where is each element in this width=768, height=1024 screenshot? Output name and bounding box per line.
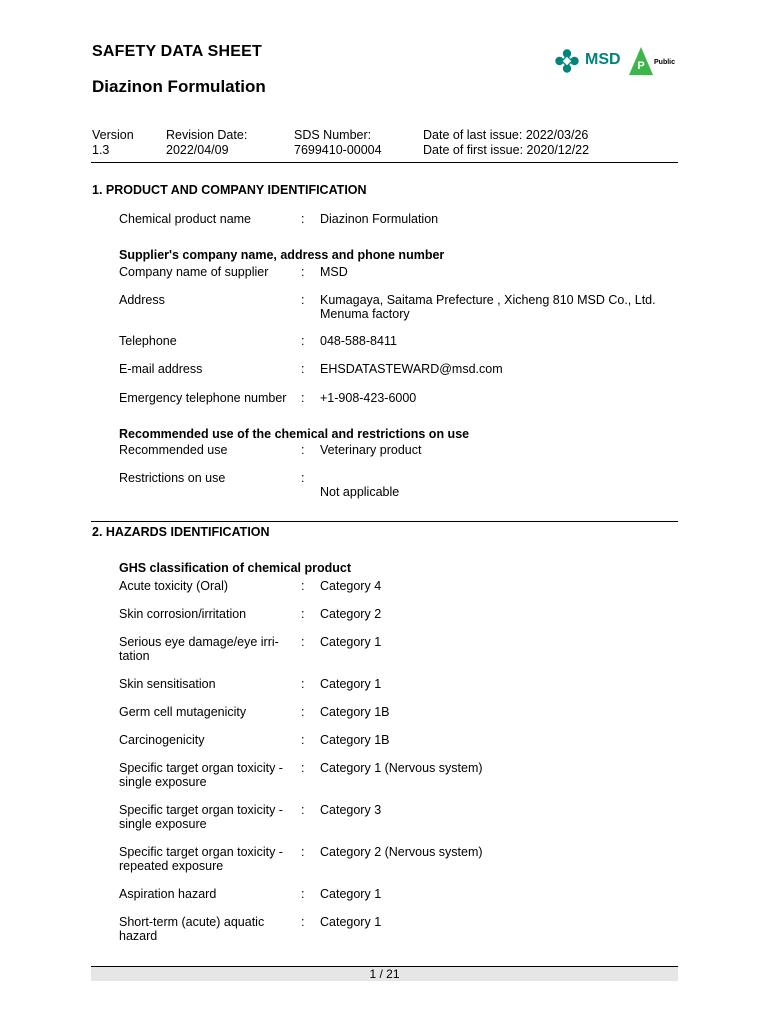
address-line-2: Menuma factory: [320, 307, 410, 321]
hazard-category: Category 2: [320, 607, 382, 621]
sds-value: 7699410-00004: [294, 143, 382, 157]
hazard-label-line-1: Short-term (acute) aquatic: [119, 915, 265, 929]
hazard-category: Category 4: [320, 579, 382, 593]
hazard-label: [119, 733, 294, 747]
field-value: Veterinary product: [320, 443, 422, 457]
field-value: 048-588-8411: [320, 334, 397, 348]
hazard-category: Category 3: [320, 803, 382, 817]
field-label: Recommended use: [119, 443, 228, 457]
hazard-label: [119, 803, 294, 831]
hazard-label-line-1: Skin corrosion/irritation: [119, 607, 247, 621]
hazard-category: Category 1: [320, 677, 382, 691]
email-link[interactable]: EHSDATASTEWARD@msd.com: [320, 362, 503, 376]
field-label: Restrictions on use: [119, 471, 226, 485]
revision-label: Revision Date:: [166, 128, 248, 142]
hazard-label-line-1: Acute toxicity (Oral): [119, 579, 229, 593]
field-label: Address: [119, 293, 165, 307]
msd-logo: [555, 47, 680, 79]
last-issue-date: Date of last issue: 2022/03/26: [423, 128, 589, 142]
hazard-label: [119, 761, 294, 789]
public-letter: P: [637, 60, 645, 72]
document-title: SAFETY DATA SHEET: [92, 43, 262, 60]
hazard-category: Category 1: [320, 635, 382, 649]
header-divider: [91, 162, 678, 163]
hazard-label: [119, 887, 294, 901]
hazard-label-line-2: tation: [119, 649, 150, 663]
hazard-label-line-1: Specific target organ toxicity -: [119, 845, 283, 859]
hazard-category: Category 1: [320, 915, 382, 929]
page-number: 1 / 21: [369, 967, 400, 981]
logo-text: MSD: [585, 51, 621, 68]
hazard-label: [119, 677, 294, 691]
hazard-label-line-1: Carcinogenicity: [119, 733, 205, 747]
hazard-label-line-2: repeated exposure: [119, 859, 224, 873]
hazard-label-line-1: Specific target organ toxicity -: [119, 803, 283, 817]
version-value: 1.3: [92, 143, 110, 157]
section-divider: [91, 521, 678, 522]
field-label: Company name of supplier: [119, 265, 269, 279]
hazard-label-line-2: single exposure: [119, 775, 207, 789]
field-label: Emergency telephone number: [119, 391, 287, 405]
hazard-label-line-1: Aspiration hazard: [119, 887, 217, 901]
hazard-label-line-2: single exposure: [119, 817, 207, 831]
hazard-label-line-1: Specific target organ toxicity -: [119, 761, 283, 775]
hazard-label-line-1: Skin sensitisation: [119, 677, 216, 691]
public-classification-icon: [629, 47, 653, 75]
hazard-category: Category 1 (Nervous system): [320, 761, 483, 775]
hazard-label: [119, 579, 294, 593]
public-label: Public: [654, 59, 676, 66]
hazard-category: Category 1: [320, 887, 382, 901]
first-issue-date: Date of first issue: 2020/12/22: [423, 143, 590, 157]
field-value: [320, 293, 680, 321]
hazard-label-line-1: Germ cell mutagenicity: [119, 705, 247, 719]
hazard-label: [119, 635, 294, 663]
field-label: Chemical product name: [119, 212, 252, 226]
hazard-label-line-1: Serious eye damage/eye irri-: [119, 635, 279, 649]
field-value: +1-908-423-6000: [320, 391, 417, 405]
revision-block: [166, 128, 247, 158]
ghs-heading: GHS classification of chemical product: [119, 561, 352, 575]
field-value: Diazinon Formulation: [320, 212, 439, 226]
hazard-label: [119, 845, 294, 873]
sds-block: [294, 128, 382, 158]
field-value: Not applicable: [320, 485, 400, 499]
section-1-title: 1. PRODUCT AND COMPANY IDENTIFICATION: [92, 183, 367, 197]
field-value: MSD: [320, 265, 348, 279]
supplier-heading: Supplier's company name, address and phone number: [119, 248, 445, 262]
hazard-label: [119, 607, 294, 621]
hazard-category: Category 1B: [320, 733, 390, 747]
issue-dates-block: [423, 128, 589, 158]
hazard-label-line-2: hazard: [119, 929, 158, 943]
hazard-category: Category 1B: [320, 705, 390, 719]
recommended-use-heading: Recommended use of the chemical and restrictions on use: [119, 427, 470, 441]
hazard-label: [119, 705, 294, 719]
field-label: E-mail address: [119, 362, 203, 376]
address-line-1: Kumagaya, Saitama Prefecture , Xicheng 810 MSD Co., Ltd.: [320, 293, 656, 307]
msd-logo-icon: [555, 49, 579, 73]
field-label: Telephone: [119, 334, 177, 348]
sds-label: SDS Number:: [294, 128, 372, 142]
version-block: [92, 128, 134, 158]
revision-value: 2022/04/09: [166, 143, 229, 157]
version-label: Version: [92, 128, 134, 142]
hazard-label: [119, 915, 294, 943]
product-title: Diazinon Formulation: [92, 77, 266, 96]
hazard-category: Category 2 (Nervous system): [320, 845, 483, 859]
section-2-title: 2. HAZARDS IDENTIFICATION: [92, 525, 270, 539]
